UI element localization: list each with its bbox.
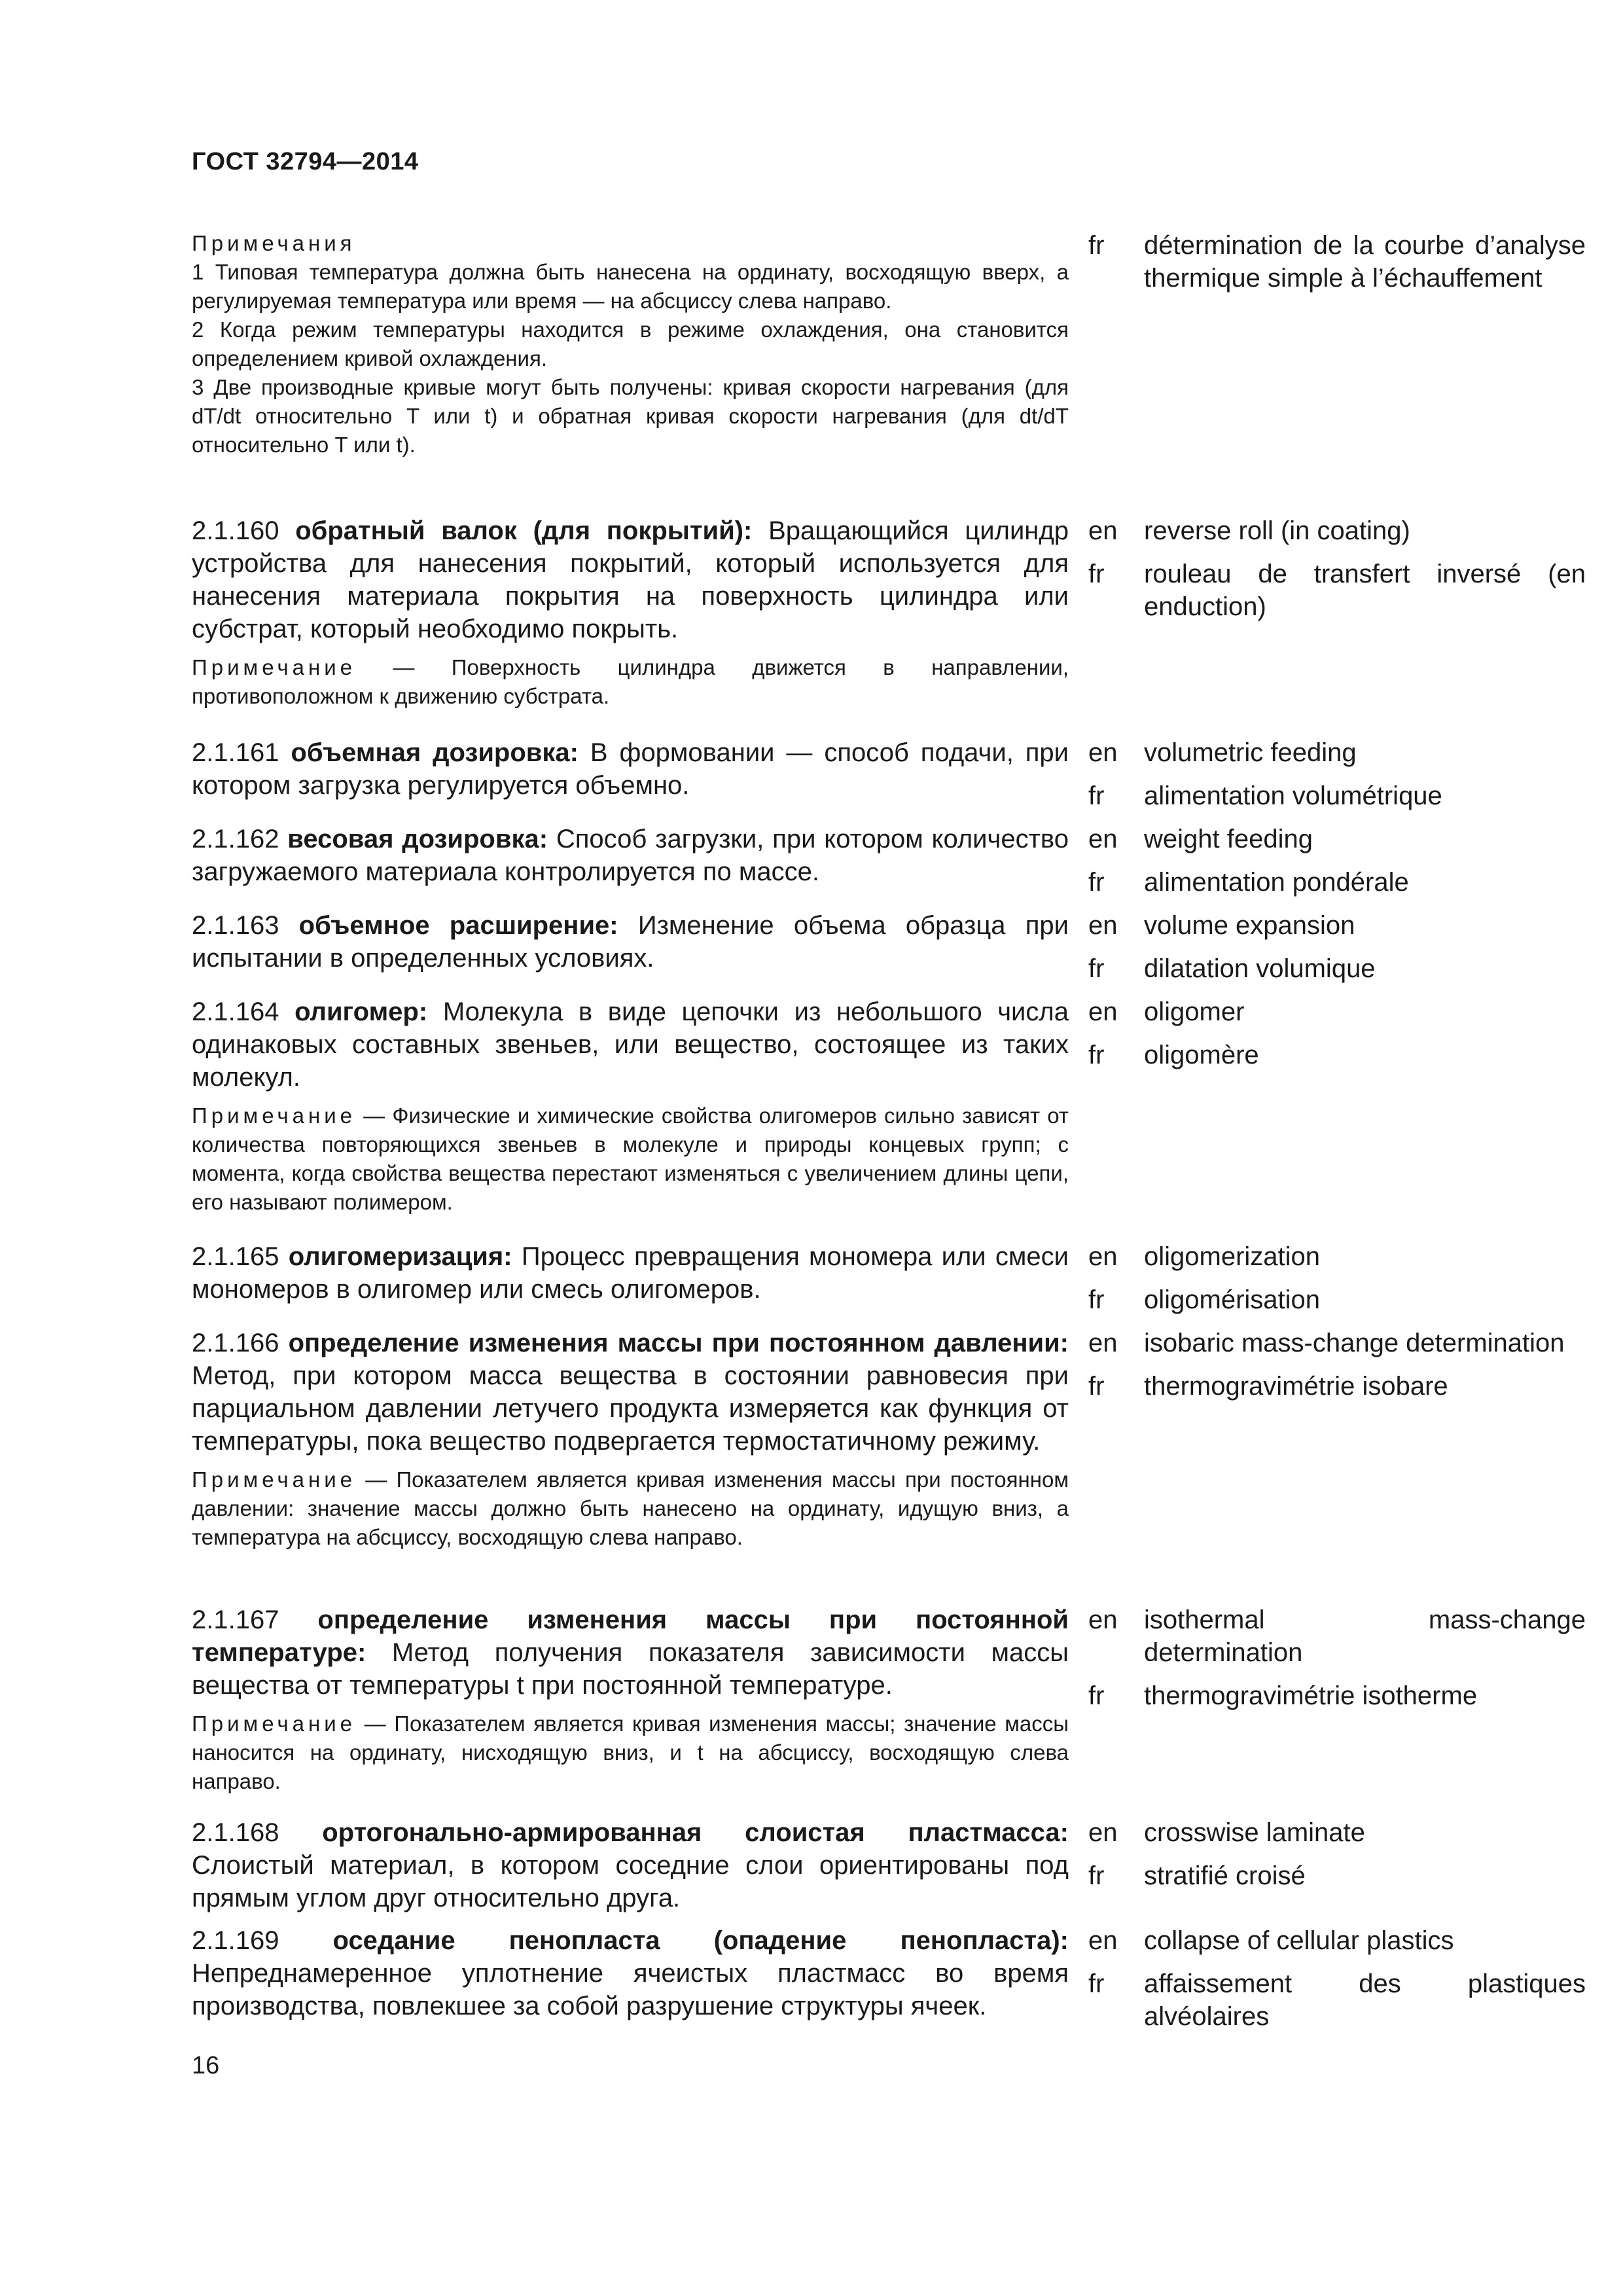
note-line: 3 Две производные кривые могут быть получены: кривая скорости нагревания (для dT/dt относительно T или t) и обратная кривая скорости нагревания (для dt/dT относительно T или t). xyxy=(192,375,1069,457)
term-definition xyxy=(192,909,1069,975)
translation-fr: fr thermogravimétrie isotherme xyxy=(1088,1681,1478,1710)
term-number: 2.1.164 xyxy=(192,997,279,1026)
term-name: олигомер: xyxy=(294,997,428,1026)
term-def: Метод получения показателя зависимости массы вещества от температуры t при постоянной температуре. xyxy=(192,1638,1069,1700)
term-note xyxy=(192,229,1069,459)
term-number: 2.1.168 xyxy=(192,1818,279,1847)
translations xyxy=(1088,1924,1586,2043)
translation-fr: fr oligomère xyxy=(1088,1041,1259,1069)
translation-fr: fr oligomérisation xyxy=(1088,1285,1321,1314)
term-note xyxy=(192,1465,1069,1552)
translation-fr: fr rouleau de transfert inversé (en enduction) xyxy=(1088,560,1586,621)
translation-en: en isothermal mass-change determination xyxy=(1088,1605,1586,1667)
term-def: Метод, при котором масса вещества в состоянии равновесия при парциальном давлении летучего продукта измеряется как функция от температуры, пока вещество подвергается термостатичному режиму. xyxy=(192,1361,1069,1456)
term-definition xyxy=(192,823,1069,888)
term-definition xyxy=(192,1816,1069,1914)
term-note xyxy=(192,1710,1069,1796)
term-definition xyxy=(192,1604,1069,1702)
term-name: объемное расширение: xyxy=(298,911,618,940)
term-def: Изменение объема образца при испытании в определенных условиях. xyxy=(192,911,1069,973)
term-name: оседание пенопласта (опадение пенопласта): xyxy=(332,1926,1069,1955)
translation-en: en volume expansion xyxy=(1088,911,1355,940)
term-def: Способ загрузки, при котором количество загружаемого материала контролируется по массе. xyxy=(192,825,1069,886)
term-number: 2.1.166 xyxy=(192,1329,279,1357)
term-number: 2.1.163 xyxy=(192,911,279,940)
term-name: определение изменения массы при постоянной температуре: xyxy=(192,1605,1069,1667)
translations xyxy=(1088,909,1586,996)
term-note xyxy=(192,1102,1069,1217)
page-number: 16 xyxy=(192,2052,220,2079)
translations xyxy=(1088,736,1586,823)
note-text: — Поверхность цилиндра движется в направлении, противоположном к движению субстрата. xyxy=(192,655,1069,708)
note-label: Примечание xyxy=(192,1103,357,1128)
term-name: объемная дозировка: xyxy=(291,738,579,767)
term-def: Вращающийся цилиндр устройства для нанесения покрытий, который используется для нанесения материала покрытия на поверхность цилиндра или субстрат, который необходимо покрыть. xyxy=(192,516,1069,643)
translation-fr: fr stratifié croisé xyxy=(1088,1861,1306,1890)
term-definition xyxy=(192,1240,1069,1306)
translations xyxy=(1088,823,1586,909)
note-text: — Показателем является кривая изменения массы при постоянном давлении: значение массы должно быть нанесено на ординату, идущую вниз, а температура на абсциссу, восходящую слева направо. xyxy=(192,1467,1069,1549)
term-number: 2.1.167 xyxy=(192,1605,279,1634)
translations xyxy=(1088,229,1586,305)
translations xyxy=(1088,1327,1586,1413)
term-definition xyxy=(192,996,1069,1094)
translation-en: en volumetric feeding xyxy=(1088,738,1357,767)
note-label: Примечания xyxy=(192,231,356,255)
term-definition xyxy=(192,1924,1069,2022)
term-name: весовая дозировка: xyxy=(287,825,548,853)
translation-en: en isobaric mass-change determination xyxy=(1088,1329,1565,1357)
term-number: 2.1.161 xyxy=(192,738,279,767)
note-label: Примечание xyxy=(192,655,357,679)
term-def: Процесс превращения мономера или смеси мономеров в олигомер или смесь олигомеров. xyxy=(192,1242,1069,1304)
translation-fr: fr alimentation volumétrique xyxy=(1088,781,1442,810)
term-name: определение изменения массы при постоянном давлении: xyxy=(288,1329,1069,1357)
term-def: Слоистый материал, в котором соседние слои ориентированы под прямым углом друг относительно друга. xyxy=(192,1851,1069,1912)
translations xyxy=(1088,1604,1586,1723)
term-name: обратный валок (для покрытий): xyxy=(295,516,753,545)
translations xyxy=(1088,514,1586,634)
translation-en: en oligomerization xyxy=(1088,1242,1321,1271)
translations xyxy=(1088,1816,1586,1903)
term-note xyxy=(192,653,1069,711)
translation-fr: fr thermogravimétrie isobare xyxy=(1088,1372,1448,1401)
note-text: — Физические и химические свойства олигомеров сильно зависят от количества повторяющихся звеньев в молекуле и природы концевых групп; с момента, когда свойства вещества перестают изменяться с увеличением длины цепи, его называют полимером. xyxy=(192,1103,1069,1214)
translation-fr: fr détermination de la courbe d’analyse thermique simple à l’échauffement xyxy=(1088,231,1586,293)
term-number: 2.1.165 xyxy=(192,1242,279,1271)
note-text: — Показателем является кривая изменения массы; значение массы наносится на ординату, нисходящую вниз, и t на абсциссу, восходящую слева направо. xyxy=(192,1712,1069,1793)
translation-en: en oligomer xyxy=(1088,997,1245,1026)
translation-fr: fr affaissement des plastiques alvéolaires xyxy=(1088,1969,1586,2031)
term-definition xyxy=(192,514,1069,645)
term-def: Непреднамеренное уплотнение ячеистых пластмасс во время производства, повлекшее за собой разрушение структуры ячеек. xyxy=(192,1959,1069,2020)
translation-en: en crosswise laminate xyxy=(1088,1818,1365,1847)
note-label: Примечание xyxy=(192,1712,357,1736)
translation-fr: fr dilatation volumique xyxy=(1088,954,1376,983)
translations xyxy=(1088,996,1586,1082)
term-def: Молекула в виде цепочки из небольшого числа одинаковых составных звеньев, или вещество, состоящее из таких молекул. xyxy=(192,997,1069,1092)
translation-en: en weight feeding xyxy=(1088,825,1313,853)
term-number: 2.1.162 xyxy=(192,825,279,853)
note-line: 2 Когда режим температуры находится в режиме охлаждения, она становится определением кривой охлаждения. xyxy=(192,317,1069,370)
translation-fr: fr alimentation pondérale xyxy=(1088,868,1409,897)
term-definition xyxy=(192,736,1069,802)
translations xyxy=(1088,1240,1586,1327)
document-header: ГОСТ 32794—2014 xyxy=(192,148,419,175)
term-definition xyxy=(192,1327,1069,1458)
note-line: 1 Типовая температура должна быть нанесена на ординату, восходящую вверх, а регулируемая температура или время — на абсциссу слева направо. xyxy=(192,260,1069,313)
term-def: В формовании — способ подачи, при котором загрузка регулируется объемно. xyxy=(192,738,1069,800)
term-name: ортогонально-армированная слоистая пластмасса: xyxy=(322,1818,1069,1847)
note-label: Примечание xyxy=(192,1467,357,1492)
translation-en: en collapse of cellular plastics xyxy=(1088,1926,1454,1955)
term-number: 2.1.160 xyxy=(192,516,279,545)
term-name: олигомеризация: xyxy=(288,1242,512,1271)
translation-en: en reverse roll (in coating) xyxy=(1088,516,1410,545)
term-number: 2.1.169 xyxy=(192,1926,279,1955)
